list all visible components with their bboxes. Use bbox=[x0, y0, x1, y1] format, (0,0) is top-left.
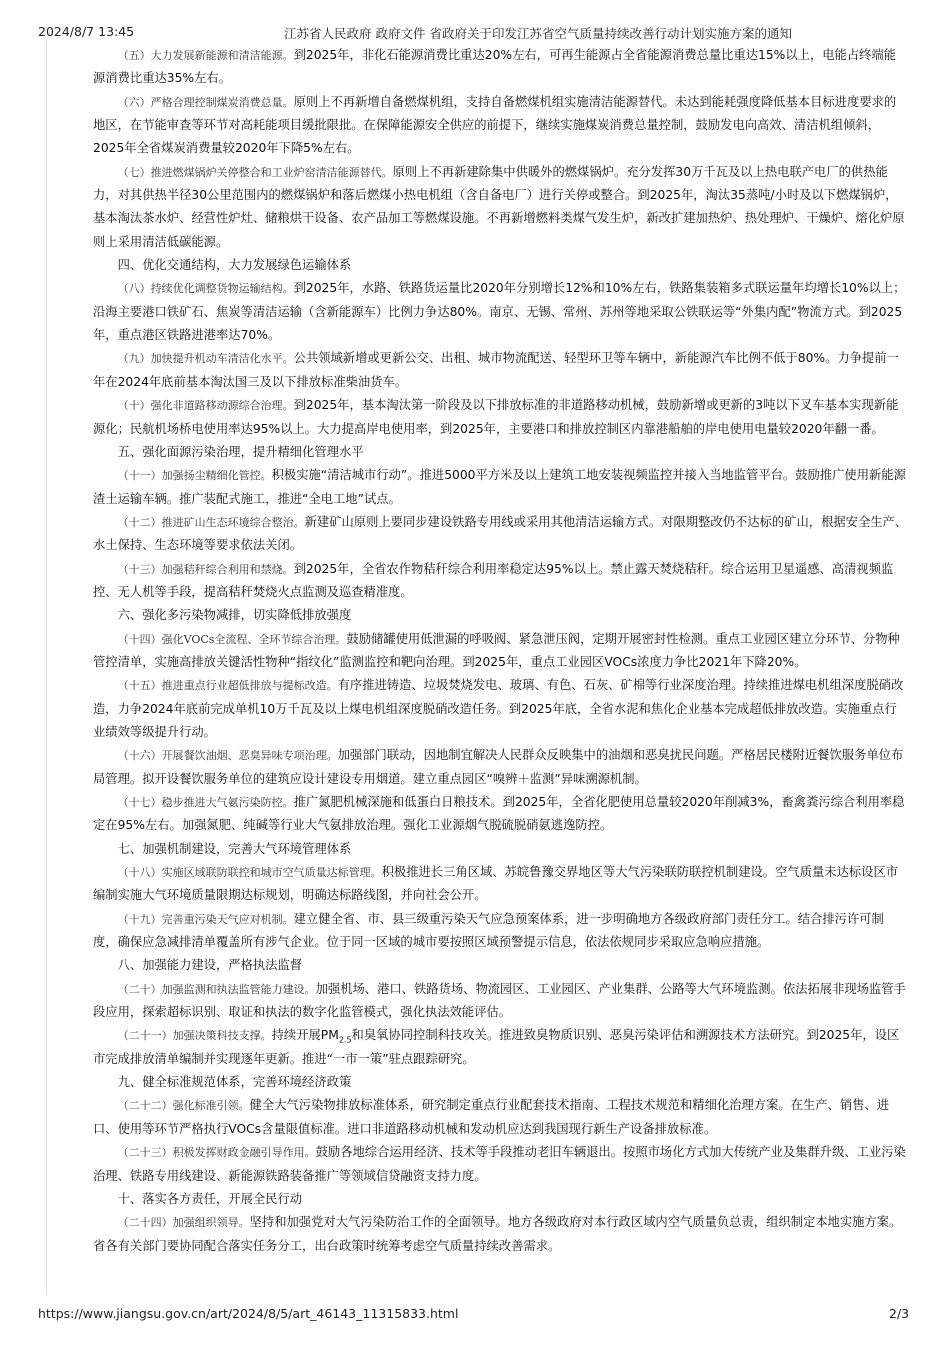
section-heading-7: 七、加强机制建设，完善大气环境管理体系 bbox=[117, 841, 352, 856]
paragraph-lead: （七）推进燃煤锅炉关停整合和工业炉窑清洁能源替代。 bbox=[117, 165, 393, 179]
section-heading-5: 五、强化面源污染治理，提升精细化管理水平 bbox=[117, 444, 364, 459]
paragraph-text: 公共领域新增或更新公交、出租、城市物流配送、轻型环卫等车辆中，新能源汽车比例不低于80%。力争提前一年在2024年底前基本淘汰国三及以下排放标准柴油货车。 bbox=[93, 351, 899, 389]
section-heading-8: 八、加强能力建设，严格执法监督 bbox=[117, 958, 303, 973]
page-number: 2/3 bbox=[889, 1306, 910, 1321]
paragraph-text: 到2025年，全省农作物秸秆综合利用率稳定达95%以上。禁止露天焚烧秸秆。综合运用卫星遥感、高清视频监控、无人机等手段，提高秸秆焚烧火点监测及巡查精准度。 bbox=[93, 561, 894, 599]
paragraph-text: 积极实施“清洁城市行动”。推进5000平方米及以上建筑工地安装视频监控并接入当地监管平台。鼓励推广使用新能源渣土运输车辆。推广装配式施工，推进“全电工地”试点。 bbox=[93, 468, 906, 506]
paragraph-lead: （十一）加强扬尘精细化管控。 bbox=[117, 469, 272, 483]
paragraph-text: 到2025年，基本淘汰第一阶段及以下排放标准的非道路移动机械，鼓励新增或更新的3吨以下叉车基本实现新能源化；民航机场桥电使用率达95%以上。大力提高岸电使用率，到2025年，主要港口和排放控制区内靠港船舶的岸电使用电量较2020年翻一番。 bbox=[93, 398, 899, 436]
paragraph-lead: （十三）加强秸秆综合利用和禁烧。 bbox=[117, 562, 294, 576]
paragraph-lead: （十九）完善重污染天气应对机制。 bbox=[117, 912, 294, 926]
paragraph-8 bbox=[93, 277, 908, 347]
paragraph-text: 坚持和加强党对大气污染防治工作的全面领导。地方各级政府对本行政区域内空气质量负总责，组织制定本地实施方案。省各有关部门要协同配合落实任务分工，出台政策时统筹考虑空气质量持续改善需求。 bbox=[93, 1215, 902, 1253]
paragraph-lead: （十八）实施区域联防联控和城市空气质量达标管理。 bbox=[117, 866, 382, 880]
paragraph-lead: （二十三）积极发挥财政金融引导作用。 bbox=[117, 1146, 316, 1160]
paragraph-text: 积极推进长三角区域、苏皖鲁豫交界地区等大气污染联防联控机制建设。空气质量未达标设区市编制实施大气环境质量限期达标规划，明确达标路线图，并向社会公开。 bbox=[93, 865, 899, 903]
page-url[interactable]: https://www.jiangsu.gov.cn/art/2024/8/5/art_46143_11315833.html bbox=[38, 1306, 459, 1321]
paragraph-lead: （二十一）加强决策科技支撑。 bbox=[117, 1029, 272, 1043]
paragraph-19 bbox=[93, 908, 908, 955]
paragraph-11 bbox=[93, 464, 908, 511]
paragraph-lead: （十二）推进矿山生态环境综合整治。 bbox=[117, 515, 305, 529]
paragraph-15 bbox=[93, 674, 908, 744]
section-heading-10: 十、落实各方责任，开展全民行动 bbox=[117, 1191, 303, 1206]
paragraph-14 bbox=[93, 628, 908, 675]
paragraph-lead: （十七）稳步推进大气氨污染防控。 bbox=[117, 796, 294, 809]
paragraph-text: 原则上不再新建除集中供暖外的燃煤锅炉。充分发挥30万千瓦及以上热电联产电厂的供热能力，对其供热半径30公里范围内的燃煤锅炉和落后燃煤小热电机组（含自备电厂）进行关停或整合。到2025年，淘汰35蒸吨/小时及以下燃煤锅炉，基本淘汰茶水炉、经营性炉灶、储粮烘干设备、农产品加工等燃煤设施。不再新增燃料类煤气发生炉，新改扩建加热炉、热处理炉、干燥炉、熔化炉原则上采用清洁低碳能源。 bbox=[93, 164, 905, 249]
subscript: 2.5 bbox=[338, 1035, 352, 1045]
paragraph-12 bbox=[93, 511, 908, 558]
left-margin-rule bbox=[46, 40, 47, 1295]
paragraph-13 bbox=[93, 558, 908, 605]
paragraph-text: 到2025年，非化石能源消费比重达20%左右，可再生能源占全省能源消费总量比重达15%以上，电能占终端能源消费比重达35%左右。 bbox=[93, 48, 897, 86]
paragraph-21 bbox=[93, 1024, 908, 1071]
paragraph-text: 建立健全省、市、县三级重污染天气应急预案体系，进一步明确地方各级政府部门责任分工。结合排污许可制度，确保应急减排清单覆盖所有涉气企业。位于同一区域的城市要按照区域预警提示信息，依法依规同步采取应急响应措施。 bbox=[93, 911, 884, 950]
section-heading-4: 四、优化交通结构，大力发展绿色运输体系 bbox=[117, 258, 352, 273]
paragraph-text: 加强机场、港口、铁路货场、物流园区、工业园区、产业集群、公路等大气环境监测。依法拓展非现场监管手段应用，探索超标识别、取证和执法的数字化监管模式，强化执法效能评估。 bbox=[93, 981, 906, 1020]
paragraph-text: 推广氮肥机械深施和低蛋白日粮技术。到2025年，全省化肥使用总量较2020年削减3%，畜禽粪污综合利用率稳定在95%左右。加强氮肥、纯碱等行业大气氨排放治理。强化工业源烟气脱硫脱硝氨逃逸防控。 bbox=[93, 795, 905, 833]
paragraph-lead: （六）严格合理控制煤炭消费总量。 bbox=[117, 95, 294, 109]
print-page-title: 江苏省人民政府 政府文件 省政府关于印发江苏省空气质量持续改善行动计划实施方案的通知 bbox=[284, 26, 792, 41]
paragraph-lead: （二十二）强化标准引领。 bbox=[117, 1099, 250, 1113]
paragraph-lead: （十五）推进重点行业超低排放与提标改造。 bbox=[117, 679, 338, 693]
paragraph-9 bbox=[93, 347, 908, 394]
paragraph-24 bbox=[93, 1211, 908, 1258]
paragraph-text: 新建矿山原则上要同步建设铁路专用线或采用其他清洁运输方式。对限期整改仍不达标的矿山，根据安全生产、水土保持、生态环境等要求依法关闭。 bbox=[93, 514, 908, 553]
paragraph-lead: （十六）开展餐饮油烟、恶臭异味专项治理。 bbox=[117, 749, 338, 763]
paragraph-16 bbox=[93, 744, 908, 791]
section-heading-6: 六、强化多污染物减排，切实降低排放强度 bbox=[117, 608, 352, 623]
paragraph-text: 和臭氧协同控制科技攻关。推进致臭物质识别、恶臭污染评估和溯源技术方法研究。到2025年，设区市完成排放清单编制并实现逐年更新。推进“一市一策”驻点跟踪研究。 bbox=[93, 1028, 900, 1066]
document-body bbox=[93, 44, 908, 1294]
paragraph-6 bbox=[93, 91, 908, 161]
paragraph-lead: （十四）强化VOCs全流程、全环节综合治理。 bbox=[117, 632, 347, 646]
paragraph-text: 原则上不再新增自备燃煤机组，支持自备燃煤机组实施清洁能源替代。未达到能耗强度降低基本目标进度要求的地区，在节能审查等环节对高耗能项目缓批限批。在保障能源安全供应的前提下，继续实施煤炭消费总量控制，鼓励发电向高效、清洁机组倾斜，2025年全省煤炭消费量较2020年下降5%左右。 bbox=[93, 94, 897, 156]
paragraph-5 bbox=[93, 44, 908, 91]
paragraph-text: 有序推进铸造、垃圾焚烧发电、玻璃、有色、石灰、矿棉等行业深度治理。持续推进煤电机组深度脱硝改造，力争2024年底前完成单机10万千瓦及以上煤电机组深度脱硝改造任务。到2025年底，全省水泥和焦化企业基本完成超低排放改造。实施重点行业绩效等级提升行动。 bbox=[93, 678, 904, 739]
paragraph-lead: （八）持续优化调整货物运输结构。 bbox=[117, 282, 294, 296]
paragraph-text: 到2025年，水路、铁路货运量比2020年分别增长12%和10%左右，铁路集装箱多式联运量年均增长10%以上；沿海主要港口铁矿石、焦炭等清洁运输（含新能源车）比例力争达80%。南京、无锡、常州、苏州等地采取公铁联运等“外集内配”物流方式。到2025年，重点港区铁路进港率达70%。 bbox=[93, 281, 906, 343]
paragraph-23 bbox=[93, 1141, 908, 1188]
paragraph-lead: （二十四）加强组织领导。 bbox=[117, 1216, 250, 1230]
paragraph-20 bbox=[93, 978, 908, 1025]
paragraph-text: 持续开展PM bbox=[271, 1028, 339, 1043]
paragraph-text: 加强部门联动，因地制宜解决人民群众反映集中的油烟和恶臭扰民问题。严格居民楼附近餐饮服务单位布局管理。拟开设餐饮服务单位的建筑应设计建设专用烟道。建立重点园区“嗅辨＋监测”异味溯源机制。 bbox=[93, 748, 904, 786]
paragraph-22 bbox=[93, 1094, 908, 1141]
paragraph-lead: （九）加快提升机动车清洁化水平。 bbox=[117, 352, 294, 366]
paragraph-7 bbox=[93, 161, 908, 254]
section-heading-9: 九、健全标准规范体系，完善环境经济政策 bbox=[117, 1075, 352, 1090]
print-datetime: 2024/8/7 13:45 bbox=[38, 24, 135, 39]
paragraph-lead: （十）强化非道路移动源综合治理。 bbox=[117, 399, 294, 413]
paragraph-17 bbox=[93, 791, 908, 838]
paragraph-lead: （五）大力发展新能源和清洁能源。 bbox=[117, 49, 294, 62]
paragraph-text: 健全大气污染物排放标准体系，研究制定重点行业配套技术指南、工程技术规范和精细化治理方案。在生产、销售、进口、使用等环节严格执行VOCs含量限值标准。进口非道路移动机械和发动机应达到我国现行新生产设备排放标准。 bbox=[93, 1098, 890, 1136]
paragraph-lead: （二十）加强监测和执法监管能力建设。 bbox=[117, 982, 316, 996]
paragraph-10 bbox=[93, 394, 908, 441]
paragraph-18 bbox=[93, 861, 908, 908]
paragraph-text: 鼓励各地综合运用经济、技术等手段推动老旧车辆退出。按照市场化方式加大传统产业及集群升级、工业污染治理、铁路专用线建设、新能源铁路装备推广等领域信贷融资支持力度。 bbox=[93, 1145, 906, 1183]
paragraph-text: 鼓励储罐使用低泄漏的呼吸阀、紧急泄压阀，定期开展密封性检测。重点工业园区建立分环节、分物种管控清单，实施高排放关键活性物种“指纹化”监测监控和靶向治理。到2025年，重点工业园区VOCs浓度力争比2021年下降20%。 bbox=[93, 631, 900, 669]
